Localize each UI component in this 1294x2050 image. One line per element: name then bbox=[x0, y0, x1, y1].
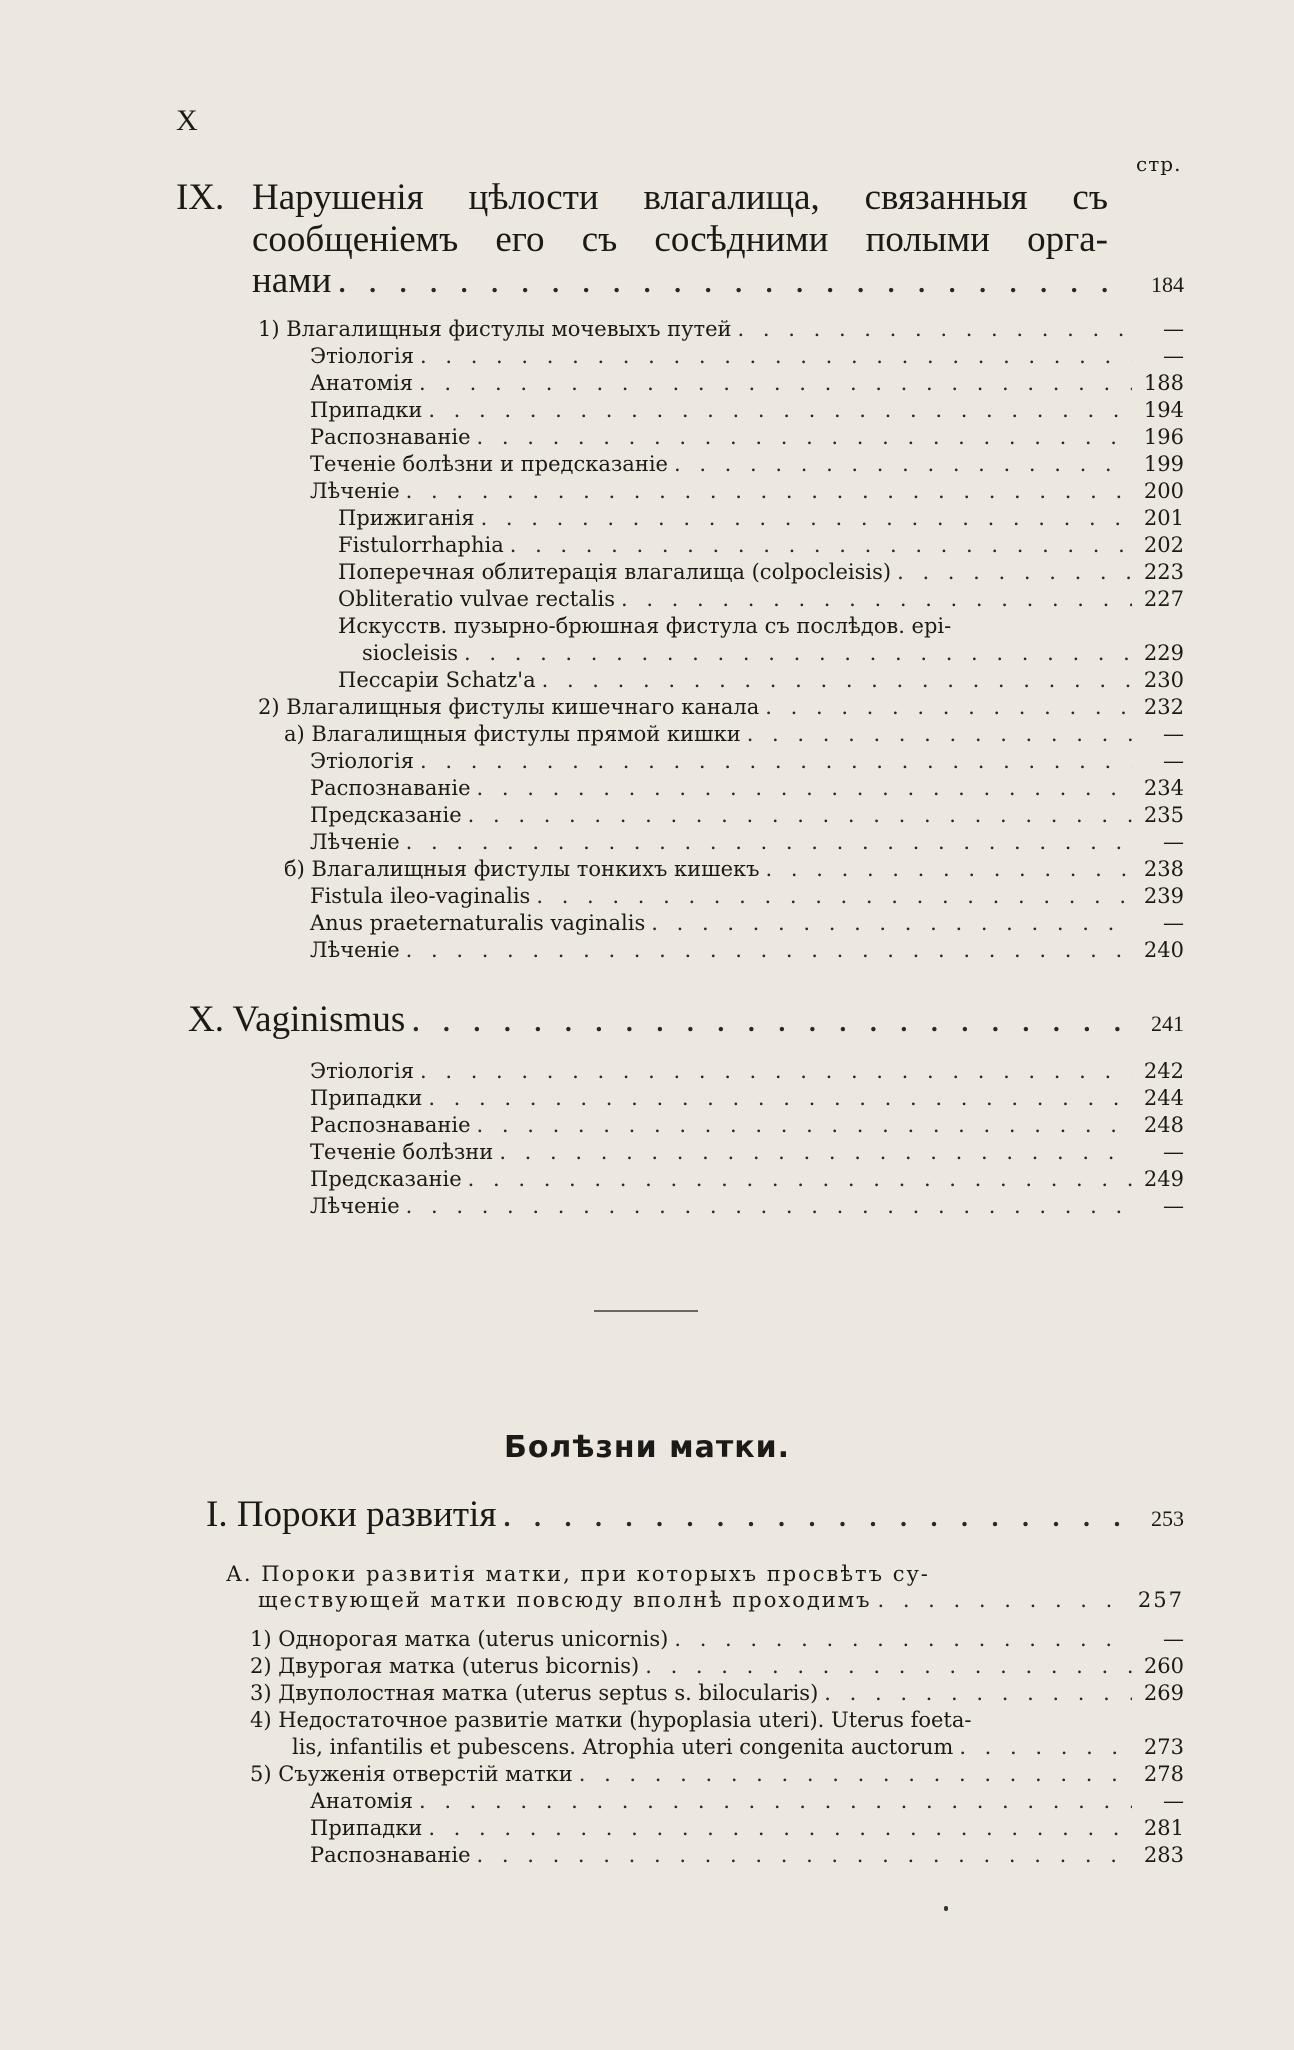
leader-dots bbox=[468, 802, 1132, 829]
toc-entry-page: 253 bbox=[1151, 1506, 1184, 1531]
toc-entry-page: 242 bbox=[1143, 1059, 1184, 1083]
toc-entry bbox=[258, 694, 1184, 721]
toc-entry bbox=[310, 1112, 1184, 1139]
toc-entry-title: 2) Влагалищныя фистулы кишечнаго канала bbox=[258, 695, 760, 719]
section-divider bbox=[594, 1310, 698, 1312]
toc-entry bbox=[250, 1653, 1184, 1680]
toc-entry-title: нами bbox=[252, 260, 332, 301]
toc-entry-title: X. Vaginismus bbox=[188, 999, 406, 1040]
toc-entry-title: lis, infantilis et pubescens. Atrophia uteri congenita auctorum bbox=[292, 1735, 954, 1759]
chapter-ix-title-line3 bbox=[252, 259, 1184, 303]
toc-entry-continued-title: 4) Недостаточное развитіе матки (hypoplasia uteri). Uterus foeta- bbox=[250, 1708, 972, 1732]
toc-entry-title: 1) Влагалищныя фистулы мочевыхъ путей bbox=[258, 317, 732, 341]
toc-entry-page: 260 bbox=[1143, 1654, 1184, 1678]
part-a-heading-line2 bbox=[258, 1587, 1184, 1614]
toc-entry-page: — bbox=[1163, 344, 1184, 368]
leader-dots bbox=[651, 910, 1132, 937]
toc-entry-page: 201 bbox=[1143, 506, 1184, 530]
toc-entry-title: Лѣченіе bbox=[310, 938, 400, 962]
toc-entry-title: Припадки bbox=[310, 1086, 423, 1110]
leader-dots bbox=[510, 532, 1132, 559]
toc-entry-page: — bbox=[1163, 1789, 1184, 1813]
toc-entry bbox=[338, 667, 1184, 694]
toc-entry-page: — bbox=[1163, 1140, 1184, 1164]
toc-entry bbox=[310, 829, 1184, 856]
toc-entry bbox=[338, 505, 1184, 532]
leader-dots bbox=[502, 1493, 1132, 1537]
toc-entry bbox=[362, 640, 1184, 667]
toc-entry bbox=[310, 451, 1184, 478]
toc-entry-page: 244 bbox=[1143, 1086, 1184, 1110]
toc-entry-page: 184 bbox=[1151, 272, 1184, 297]
toc-entry bbox=[310, 883, 1184, 910]
toc-entry-title: Припадки bbox=[310, 398, 423, 422]
leader-dots bbox=[477, 1842, 1132, 1869]
toc-entry-title: Этіологія bbox=[310, 1059, 414, 1083]
toc-entry-title: Anus praeternaturalis vaginalis bbox=[310, 911, 646, 935]
toc-entry bbox=[310, 370, 1184, 397]
leader-dots bbox=[411, 998, 1132, 1042]
toc-entry-title: Припадки bbox=[310, 1816, 423, 1840]
leader-dots bbox=[420, 748, 1132, 775]
toc-entry bbox=[310, 1788, 1184, 1815]
toc-entry-page: 199 bbox=[1143, 452, 1184, 476]
toc-entry-title: 3) Двуполостная матка (uterus septus s. bilocularis) bbox=[250, 1681, 819, 1705]
leader-dots bbox=[499, 1139, 1132, 1166]
leader-dots bbox=[468, 1166, 1132, 1193]
toc-entry-title: Obliteratio vulvae rectalis bbox=[338, 587, 615, 611]
toc-entry-page: — bbox=[1163, 830, 1184, 854]
toc-entry-page: 240 bbox=[1143, 938, 1184, 962]
chapter-x-heading bbox=[188, 998, 1184, 1042]
leader-dots bbox=[481, 505, 1132, 532]
leader-dots bbox=[766, 856, 1132, 883]
toc-entry-page: 194 bbox=[1143, 398, 1184, 422]
toc-entry-title: Этіологія bbox=[310, 344, 414, 368]
toc-entry bbox=[310, 1085, 1184, 1112]
toc-entry-page: 241 bbox=[1151, 1011, 1184, 1036]
toc-entry-continued-title: Искусств. пузырно-брюшная фистула съ послѣдов. epi- bbox=[338, 614, 952, 638]
toc-entry-title: Распознаваніе bbox=[310, 776, 471, 800]
toc-entry-title: Теченіе болѣзни и предсказаніе bbox=[310, 452, 668, 476]
toc-entry bbox=[310, 1193, 1184, 1220]
toc-entry-page: 227 bbox=[1143, 587, 1184, 611]
chapter-ix-number: IX. bbox=[176, 177, 225, 218]
toc-entry-title: Распознаваніе bbox=[310, 425, 471, 449]
leader-dots bbox=[464, 640, 1132, 667]
toc-entry-page: 269 bbox=[1143, 1681, 1184, 1705]
toc-entry-page: — bbox=[1163, 911, 1184, 935]
toc-entry-title: Теченіе болѣзни bbox=[310, 1140, 494, 1164]
toc-entry-page: 202 bbox=[1143, 533, 1184, 557]
toc-entry bbox=[310, 397, 1184, 424]
toc-entry bbox=[292, 1734, 1184, 1761]
toc-entry bbox=[338, 532, 1184, 559]
toc-entry bbox=[258, 316, 1184, 343]
toc-entry-title: Предсказаніе bbox=[310, 1167, 462, 1191]
toc-entry-page: 188 bbox=[1143, 371, 1184, 395]
toc-entry-title: Пессаріи Schatz'а bbox=[338, 668, 536, 692]
leader-dots bbox=[738, 316, 1132, 343]
toc-entry bbox=[284, 856, 1184, 883]
leader-dots bbox=[765, 694, 1132, 721]
toc-entry-title: ществующей матки повсюду вполнѣ проходимъ bbox=[258, 1588, 872, 1612]
leader-dots bbox=[536, 883, 1132, 910]
toc-entry-title: 5) Съуженія отверстій матки bbox=[250, 1762, 573, 1786]
leader-dots bbox=[406, 937, 1132, 964]
leader-dots bbox=[419, 370, 1132, 397]
toc-entry bbox=[310, 424, 1184, 451]
toc-entry-title: б) Влагалищныя фистулы тонкихъ кишекъ bbox=[284, 857, 760, 881]
toc-entry-page: 196 bbox=[1143, 425, 1184, 449]
toc-entry bbox=[310, 748, 1184, 775]
toc-entry bbox=[310, 937, 1184, 964]
toc-entry-title: Прижиганія bbox=[338, 506, 475, 530]
toc-entry-title: Анатомія bbox=[310, 371, 413, 395]
leader-dots bbox=[674, 451, 1132, 478]
page-column-label: стр. bbox=[1136, 152, 1182, 176]
leader-dots bbox=[824, 1680, 1132, 1707]
toc-entry-page: 223 bbox=[1143, 560, 1184, 584]
toc-entry bbox=[338, 559, 1184, 586]
toc-entry-page: — bbox=[1163, 1627, 1184, 1651]
toc-entry-page: 249 bbox=[1143, 1167, 1184, 1191]
leader-dots bbox=[897, 559, 1132, 586]
toc-entry-page: 232 bbox=[1143, 695, 1184, 719]
toc-entry bbox=[250, 1626, 1184, 1653]
toc-entry-title: Лѣченіе bbox=[310, 830, 400, 854]
toc-entry bbox=[310, 802, 1184, 829]
toc-entry-page: 239 bbox=[1143, 884, 1184, 908]
part-a-heading-line1: А. Пороки развитія матки, при которыхъ просвѣтъ су- bbox=[226, 1562, 930, 1586]
ink-speck bbox=[944, 1906, 948, 1911]
leader-dots bbox=[406, 478, 1132, 505]
leader-dots bbox=[645, 1653, 1132, 1680]
leader-dots bbox=[337, 259, 1132, 303]
toc-entry-page: 281 bbox=[1143, 1816, 1184, 1840]
toc-entry bbox=[310, 1139, 1184, 1166]
toc-entry-page: — bbox=[1163, 722, 1184, 746]
leader-dots bbox=[406, 829, 1132, 856]
leader-dots bbox=[428, 397, 1132, 424]
leader-dots bbox=[420, 343, 1132, 370]
leader-dots bbox=[877, 1587, 1131, 1614]
chapter-i-heading bbox=[206, 1493, 1184, 1537]
toc-entry-title: Анатомія bbox=[310, 1789, 413, 1813]
toc-entry bbox=[338, 586, 1184, 613]
toc-entry-page: — bbox=[1163, 317, 1184, 341]
toc-entry-page: 230 bbox=[1143, 668, 1184, 692]
toc-entry-title: 1) Однорогая матка (uterus unicornis) bbox=[250, 1627, 669, 1651]
leader-dots bbox=[621, 586, 1132, 613]
toc-entry bbox=[310, 1166, 1184, 1193]
toc-entry-page: 283 bbox=[1143, 1843, 1184, 1867]
toc-entry bbox=[310, 343, 1184, 370]
toc-entry-title: Fistulorrhaphia bbox=[338, 533, 504, 557]
section-title: Болѣзни матки. bbox=[503, 1430, 791, 1465]
toc-entry bbox=[310, 478, 1184, 505]
toc-entry bbox=[250, 1761, 1184, 1788]
toc-entry-title: siocleisis bbox=[362, 641, 459, 665]
leader-dots bbox=[419, 1788, 1132, 1815]
toc-entry bbox=[250, 1680, 1184, 1707]
toc-entry bbox=[310, 1842, 1184, 1869]
toc-entry-page: — bbox=[1163, 749, 1184, 773]
toc-entry-title: Предсказаніе bbox=[310, 803, 462, 827]
toc-entry bbox=[310, 1815, 1184, 1842]
leader-dots bbox=[428, 1815, 1132, 1842]
leader-dots bbox=[579, 1761, 1132, 1788]
toc-entry bbox=[310, 910, 1184, 937]
leader-dots bbox=[542, 667, 1132, 694]
leader-dots bbox=[406, 1193, 1132, 1220]
leader-dots bbox=[959, 1734, 1132, 1761]
leader-dots bbox=[674, 1626, 1132, 1653]
toc-entry-title: I. Пороки развитія bbox=[206, 1494, 497, 1535]
toc-entry-title: Распознаваніе bbox=[310, 1113, 471, 1137]
toc-entry-page: — bbox=[1163, 1194, 1184, 1218]
chapter-ix-title-line2: сообщеніемъ его съ сосѣдними полыми орга- bbox=[252, 219, 1108, 260]
toc-entry-page: 235 bbox=[1143, 803, 1184, 827]
toc-entry-title: Лѣченіе bbox=[310, 1194, 400, 1218]
toc-entry-page: 238 bbox=[1143, 857, 1184, 881]
toc-entry-title: Этіологія bbox=[310, 749, 414, 773]
toc-entry-page: 234 bbox=[1143, 776, 1184, 800]
toc-entry-page: 248 bbox=[1143, 1113, 1184, 1137]
toc-entry bbox=[310, 775, 1184, 802]
leader-dots bbox=[477, 424, 1132, 451]
toc-entry-page: 257 bbox=[1137, 1588, 1184, 1612]
toc-entry-title: Распознаваніе bbox=[310, 1843, 471, 1867]
leader-dots bbox=[477, 775, 1132, 802]
toc-entry-title: Поперечная облитерація влагалища (colpocleisis) bbox=[338, 560, 892, 584]
leader-dots bbox=[428, 1085, 1132, 1112]
toc-entry-page: 273 bbox=[1143, 1735, 1184, 1759]
toc-entry-title: 2) Двурогая матка (uterus bicornis) bbox=[250, 1654, 640, 1678]
leader-dots bbox=[420, 1058, 1132, 1085]
leader-dots bbox=[747, 721, 1132, 748]
toc-entry-title: Лѣченіе bbox=[310, 479, 400, 503]
toc-entry-page: 200 bbox=[1143, 479, 1184, 503]
leader-dots bbox=[477, 1112, 1132, 1139]
toc-entry-page: 278 bbox=[1143, 1762, 1184, 1786]
page-folio: X bbox=[176, 104, 198, 137]
toc-entry-title: Fistula ileo-vaginalis bbox=[310, 884, 531, 908]
toc-entry bbox=[284, 721, 1184, 748]
chapter-ix-title-line1: Нарушенія цѣлости влагалища, связанныя съ bbox=[252, 177, 1108, 218]
toc-entry-page: 229 bbox=[1143, 641, 1184, 665]
toc-entry bbox=[310, 1058, 1184, 1085]
toc-entry-title: а) Влагалищныя фистулы прямой кишки bbox=[284, 722, 741, 746]
